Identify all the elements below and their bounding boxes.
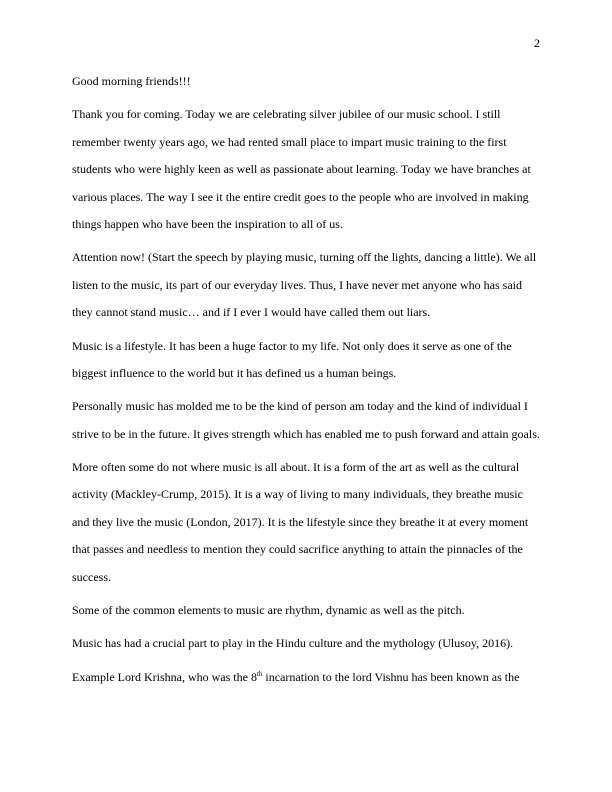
paragraph-line: things happen who have been the inspiration to all of us. (72, 216, 343, 231)
paragraph-line: Attention now! (Start the speech by playing music, turning off the lights, dancing a little). We all (72, 250, 537, 265)
paragraph-line: More often some do not where music is all about. It is a form of the art as well as the cultural (72, 460, 520, 475)
paragraph-line: strive to be in the future. It gives strength which has enabled me to push forward and attain goals. (72, 426, 540, 441)
paragraph (72, 333, 542, 388)
paragraph (72, 244, 542, 326)
paragraph-line (72, 664, 542, 691)
superscript: th (256, 669, 263, 678)
paragraph-line: students who were highly keen as well as passionate about learning. Today we have branches at (72, 162, 531, 177)
paragraph-line: Some of the common elements to music are rhythm, dynamic as well as the pitch. (72, 603, 465, 618)
paragraph (72, 68, 542, 95)
paragraph (72, 393, 542, 448)
paragraph-line: that passes and needless to mention they could sacrifice anything to attain the pinnacles of the (72, 542, 523, 557)
paragraph-line: Music is a lifestyle. It has been a huge factor to my life. Not only does it serve as one of the (72, 338, 512, 353)
paragraph-line: Personally music has molded me to be the kind of person am today and the kind of individual I (72, 399, 528, 414)
line-text: Example Lord Krishna, who was the 8 (72, 669, 257, 684)
document-body (72, 68, 542, 691)
paragraph-line: biggest influence to the world but it has defined us a human beings. (72, 365, 397, 380)
paragraph-line: they cannot stand music… and if I ever I would have called them out liars. (72, 305, 431, 320)
paragraph (72, 630, 542, 657)
paragraph-line: remember twenty years ago, we had rented small place to impart music training to the first (72, 134, 507, 149)
paragraph-line: Thank you for coming. Today we are celebrating silver jubilee of our music school. I still (72, 107, 501, 122)
page-number: 2 (534, 36, 540, 50)
paragraph-line: and they live the music (London, 2017). It is the lifestyle since they breathe it at every moment (72, 514, 529, 529)
paragraph-line: listen to the music, its part of our everyday lives. Thus, I have never met anyone who has said (72, 277, 522, 292)
paragraph (72, 597, 542, 624)
paragraph (72, 101, 542, 238)
paragraph-line: Good morning friends!!! (72, 74, 191, 88)
line-text: incarnation to the lord Vishnu has been known as the (262, 669, 520, 684)
paragraph (72, 454, 542, 591)
paragraph-line: various places. The way I see it the entire credit goes to the people who are involved in making (72, 189, 529, 204)
paragraph-line: Music has had a crucial part to play in the Hindu culture and the mythology (Ulusoy, 2016). (72, 636, 514, 651)
paragraph-line: success. (72, 569, 111, 584)
paragraph-line: activity (Mackley-Crump, 2015). It is a way of living to many individuals, they breathe music (72, 487, 523, 502)
